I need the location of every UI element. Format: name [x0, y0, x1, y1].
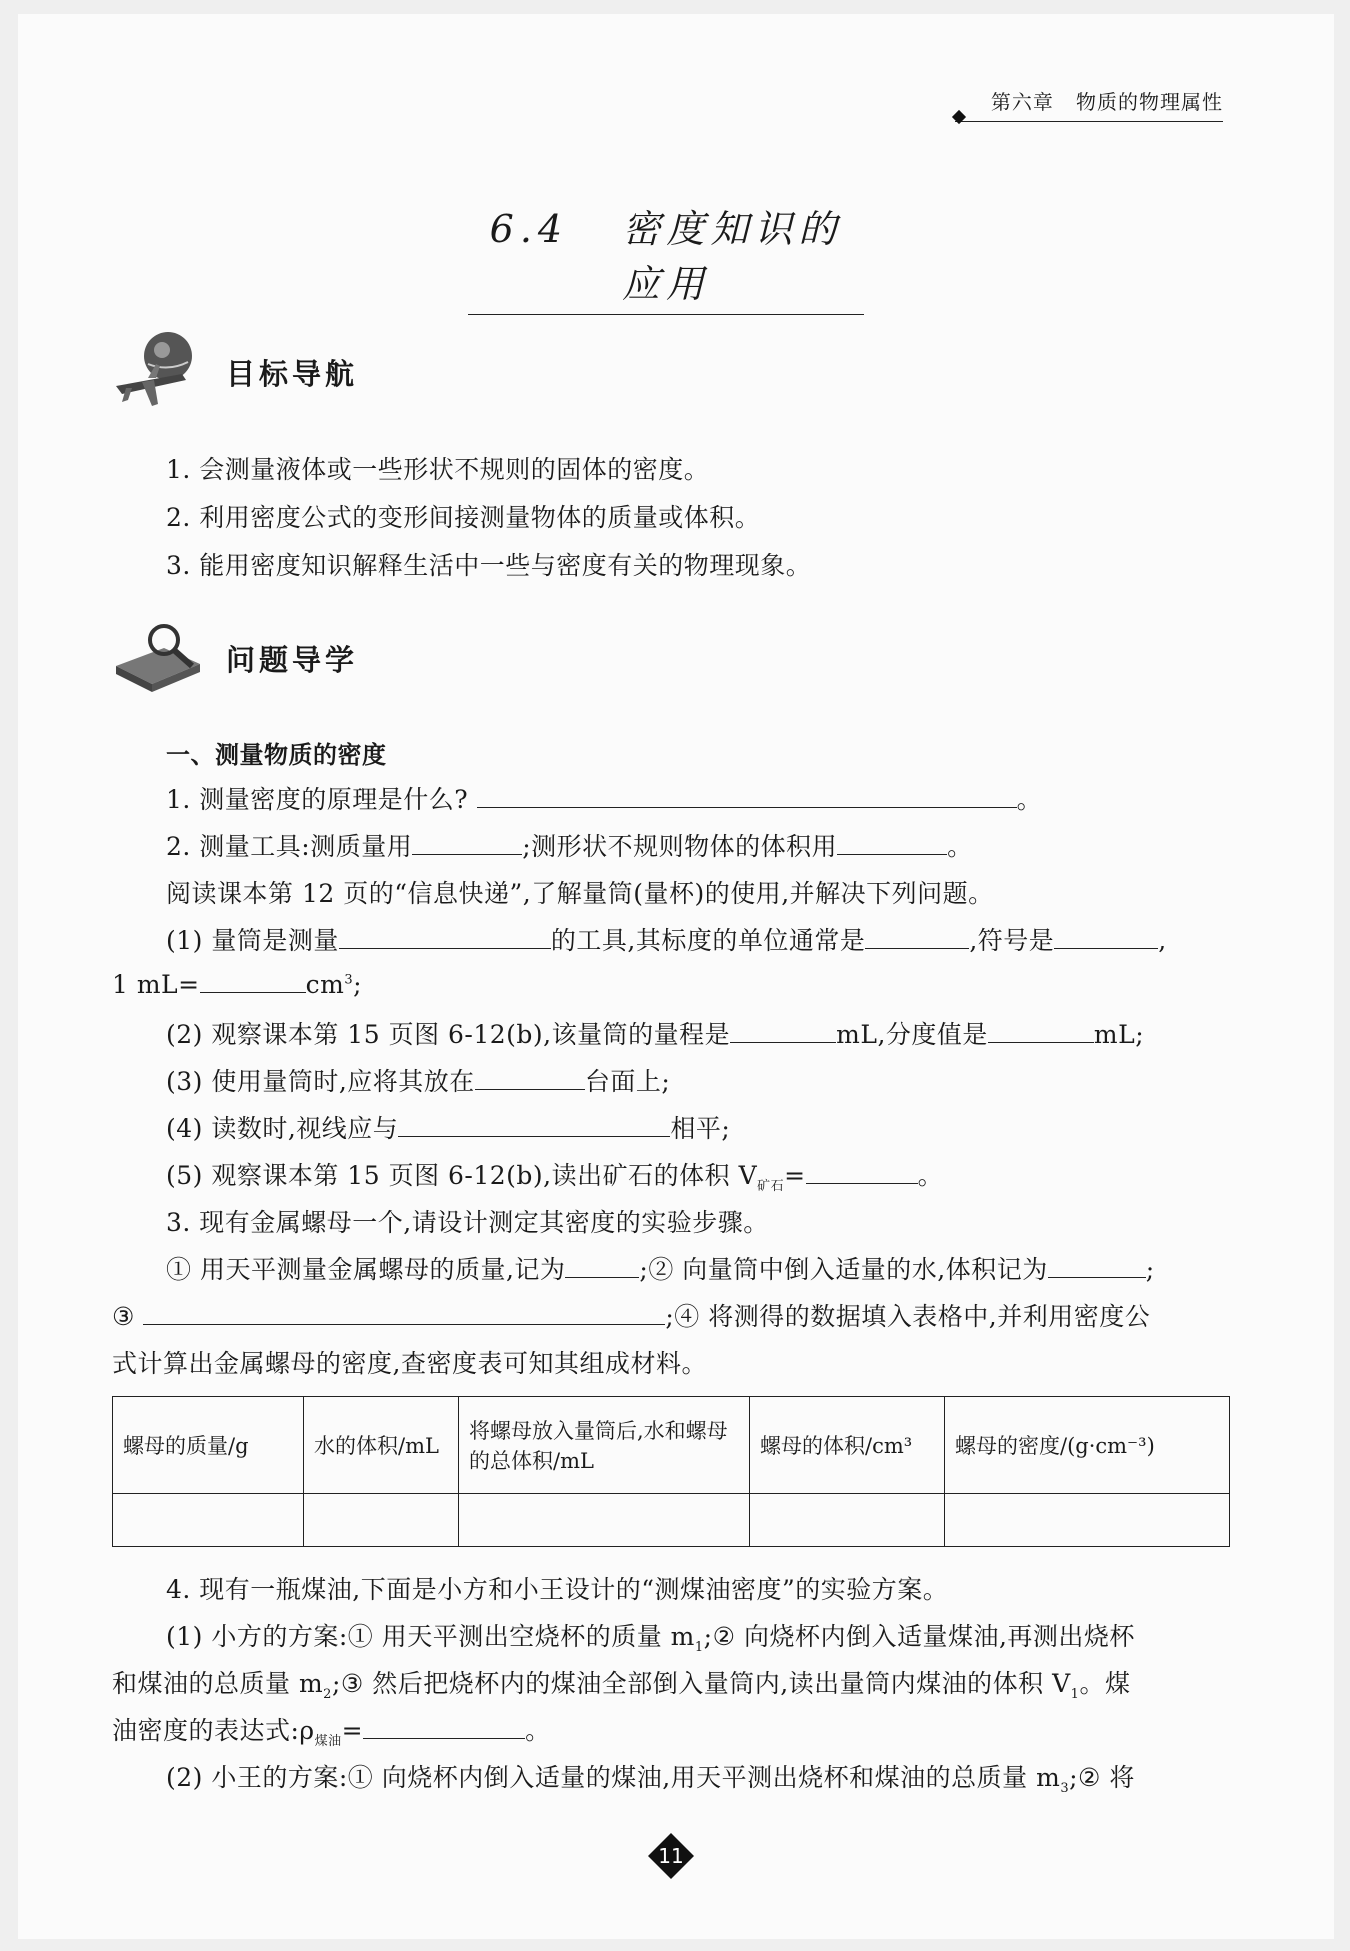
answer-blank[interactable]	[475, 1065, 585, 1090]
subscript: 1	[694, 1640, 704, 1655]
question-text: 和煤油的总质量 m	[112, 1669, 324, 1698]
question-text: (2) 小王的方案:① 向烧杯内倒入适量的煤油,用天平测出烧杯和煤油的总质量 m	[166, 1763, 1061, 1792]
question-3-step-a	[166, 1250, 1155, 1286]
question-3-step-b	[112, 1297, 1150, 1333]
answer-blank[interactable]	[1048, 1253, 1146, 1278]
answer-blank[interactable]	[865, 924, 969, 949]
question-text: (5) 观察课本第 15 页图 6-12(b),读出矿石的体积 V	[166, 1161, 758, 1190]
question-text: 油密度的表达式:ρ	[112, 1716, 315, 1745]
answer-blank[interactable]	[398, 1112, 670, 1137]
magnifier-books-icon	[112, 622, 208, 694]
question-text: ③	[112, 1302, 135, 1331]
lesson-number: 6.4	[489, 207, 569, 251]
table-cell[interactable]	[750, 1494, 945, 1547]
lesson-name: 密度知识的应用	[621, 207, 843, 306]
punct: ;	[1145, 1255, 1155, 1284]
question-text: ,符号是	[969, 926, 1055, 955]
reading-instruction: 阅读课本第 12 页的“信息快递”,了解量筒(量杯)的使用,并解决下列问题。	[166, 879, 994, 908]
question-text: mL,分度值是	[836, 1020, 988, 1049]
answer-blank[interactable]	[412, 830, 522, 855]
subsection-heading: 一、测量物质的密度	[166, 741, 387, 769]
question-2	[166, 827, 973, 863]
question-4-1-line3	[112, 1711, 551, 1749]
question-text: ① 用天平测量金属螺母的质量,记为	[166, 1255, 566, 1284]
subscript: 矿石	[757, 1179, 785, 1194]
table-header-cell: 将螺母放入量筒后,水和螺母的总体积/mL	[459, 1397, 750, 1494]
table-cell[interactable]	[113, 1494, 304, 1547]
question-text: 。煤	[1079, 1669, 1131, 1698]
table-row	[113, 1494, 1230, 1547]
punct: ,	[1158, 926, 1167, 955]
goal-item: 3. 能用密度知识解释生活中一些与密度有关的物理现象。	[166, 551, 812, 580]
question-2-4	[166, 1109, 730, 1145]
question-4-2-line1	[166, 1758, 1135, 1796]
question-text: ;④ 将测得的数据填入表格中,并利用密度公	[665, 1302, 1151, 1331]
unit-text: mL;	[1093, 1020, 1145, 1049]
running-header	[955, 86, 1223, 122]
page-number-badge	[648, 1833, 694, 1879]
answer-blank[interactable]	[143, 1300, 665, 1325]
goal-item: 1. 会测量液体或一些形状不规则的固体的密度。	[166, 455, 710, 484]
question-4: 4. 现有一瓶煤油,下面是小方和小王设计的“测煤油密度”的实验方案。	[166, 1575, 949, 1604]
answer-blank[interactable]	[730, 1018, 836, 1043]
unit-text: cm	[305, 970, 345, 999]
question-text: (4) 读数时,视线应与	[166, 1114, 399, 1143]
question-text: ;测形状不规则物体的体积用	[522, 832, 838, 861]
subscript: 3	[1060, 1781, 1070, 1796]
answer-blank[interactable]	[363, 1714, 525, 1739]
table-cell[interactable]	[459, 1494, 750, 1547]
question-2-5	[166, 1156, 943, 1194]
question-text: ;② 向量筒中倒入适量的水,体积记为	[639, 1255, 1048, 1284]
question-text: 的工具,其标度的单位通常是	[550, 926, 866, 955]
chapter-title: 物质的物理属性	[1076, 90, 1223, 114]
subscript: 2	[323, 1687, 332, 1702]
subscript: 1	[1070, 1687, 1080, 1702]
answer-blank[interactable]	[477, 783, 1017, 808]
question-text: ;② 向烧杯内倒入适量煤油,再测出烧杯	[703, 1622, 1135, 1651]
question-text: 相平;	[670, 1114, 731, 1143]
answer-blank[interactable]	[806, 1159, 918, 1184]
table-header-row	[113, 1397, 1230, 1494]
answer-blank[interactable]	[837, 830, 947, 855]
question-4-1-line2	[112, 1664, 1130, 1702]
question-4-1-line1	[166, 1617, 1135, 1655]
answer-blank[interactable]	[1054, 924, 1158, 949]
table-header-cell: 螺母的密度/(g·cm⁻³)	[945, 1397, 1230, 1494]
table-header-cell: 水的体积/mL	[304, 1397, 459, 1494]
goal-item: 2. 利用密度公式的变形间接测量物体的质量或体积。	[166, 503, 761, 532]
question-2-2	[166, 1015, 1144, 1051]
page-number: 11	[658, 1844, 684, 1868]
punct: 。	[917, 1161, 944, 1190]
answer-blank[interactable]	[988, 1018, 1094, 1043]
question-3: 3. 现有金属螺母一个,请设计测定其密度的实验步骤。	[166, 1208, 769, 1237]
question-3-step-c: 式计算出金属螺母的密度,查密度表可知其组成材料。	[112, 1349, 707, 1378]
data-table	[112, 1396, 1230, 1547]
question-2-1	[166, 921, 1167, 957]
table-cell[interactable]	[945, 1494, 1230, 1547]
question-text: =	[784, 1161, 806, 1190]
lesson-title	[468, 198, 864, 315]
question-text: =	[341, 1716, 364, 1745]
question-text: 1. 测量密度的原理是什么?	[166, 785, 469, 814]
question-text: 1 mL=	[112, 970, 200, 999]
table-header-cell: 螺母的质量/g	[113, 1397, 304, 1494]
punct: 。	[525, 1716, 551, 1745]
answer-blank[interactable]	[565, 1253, 639, 1278]
subscript: 煤油	[314, 1734, 342, 1749]
chapter-number: 第六章	[990, 90, 1054, 114]
question-text: (3) 使用量筒时,应将其放在	[166, 1067, 475, 1096]
question-text: (1) 小方的方案:① 用天平测出空烧杯的质量 m	[166, 1622, 695, 1651]
punct: ;	[353, 970, 363, 999]
question-text: (2) 观察课本第 15 页图 6-12(b),该量筒的量程是	[166, 1020, 731, 1049]
question-1	[166, 780, 1042, 816]
question-text: ;③ 然后把烧杯内的煤油全部倒入量筒内,读出量筒内煤油的体积 V	[331, 1669, 1071, 1698]
table-cell[interactable]	[304, 1494, 459, 1547]
punct: 。	[1016, 785, 1043, 814]
punct: 。	[947, 832, 973, 861]
table-header-cell: 螺母的体积/cm³	[750, 1397, 945, 1494]
question-text: ;② 将	[1069, 1763, 1135, 1792]
answer-blank[interactable]	[200, 968, 306, 993]
question-2-1-cont	[112, 968, 362, 999]
superscript: 3	[344, 972, 354, 988]
question-text: 2. 测量工具:测质量用	[166, 832, 413, 861]
answer-blank[interactable]	[339, 924, 551, 949]
question-text: (1) 量筒是测量	[166, 926, 339, 955]
question-2-3	[166, 1062, 670, 1098]
question-text: 台面上;	[584, 1067, 671, 1096]
globe-airplane-icon	[112, 328, 204, 410]
section-heading-questions: 问题导学	[226, 643, 359, 677]
section-heading-goals: 目标导航	[226, 357, 359, 391]
